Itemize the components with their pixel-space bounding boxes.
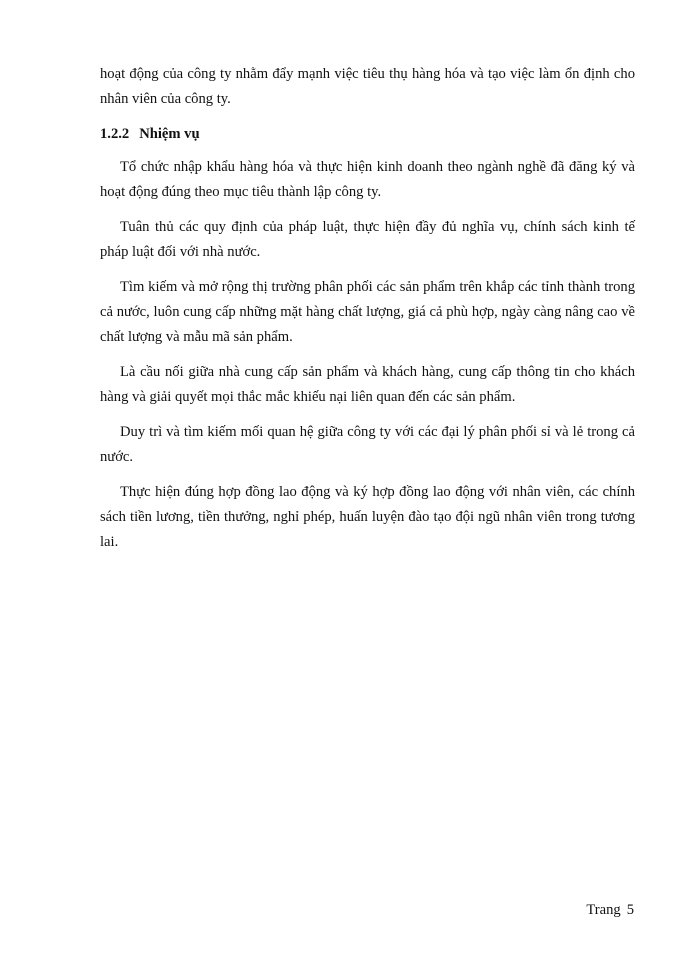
page-label: Trang <box>586 902 621 918</box>
page-number: 5 <box>626 902 634 918</box>
paragraph-1: Tổ chức nhập khẩu hàng hóa và thực hiện kinh doanh theo ngành nghề đã đăng ký và hoạt động đúng theo mục tiêu thành lập công ty. <box>100 159 635 200</box>
paragraph-6: Thực hiện đúng hợp đồng lao động và ký hợp đồng lao động với nhân viên, các chính sách tiền lương, tiền thưởng, nghỉ phép, huấn luyện đào tạo đội ngũ nhân viên trong tương lai. <box>100 484 635 550</box>
page-footer <box>586 898 634 923</box>
paragraph-2: Tuân thủ các quy định của pháp luật, thực hiện đầy đủ nghĩa vụ, chính sách kinh tế pháp luật đối với nhà nước. <box>100 219 635 260</box>
paragraph-3: Tìm kiếm và mở rộng thị trường phân phối các sản phẩm trên khắp các tỉnh thành trong cả nước, luôn cung cấp những mặt hàng chất lượng, giá cả phù hợp, ngày càng nâng cao về chất lượng và mẫu mã sản phẩm. <box>100 279 635 345</box>
section-heading <box>100 122 635 147</box>
page-content <box>100 62 635 565</box>
section-number: 1.2.2 <box>100 126 130 142</box>
paragraph-4: Là cầu nối giữa nhà cung cấp sản phẩm và khách hàng, cung cấp thông tin cho khách hàng và giải quyết mọi thắc mắc khiếu nại liên quan đến các sản phẩm. <box>100 364 635 405</box>
section-title: Nhiệm vụ <box>139 126 200 142</box>
paragraph-5: Duy trì và tìm kiếm mối quan hệ giữa công ty với các đại lý phân phối sỉ và lẻ trong cả nước. <box>100 424 635 465</box>
continuation-paragraph: hoạt động của công ty nhằm đẩy mạnh việc tiêu thụ hàng hóa và tạo việc làm ổn định cho nhân viên của công ty. <box>100 66 635 107</box>
